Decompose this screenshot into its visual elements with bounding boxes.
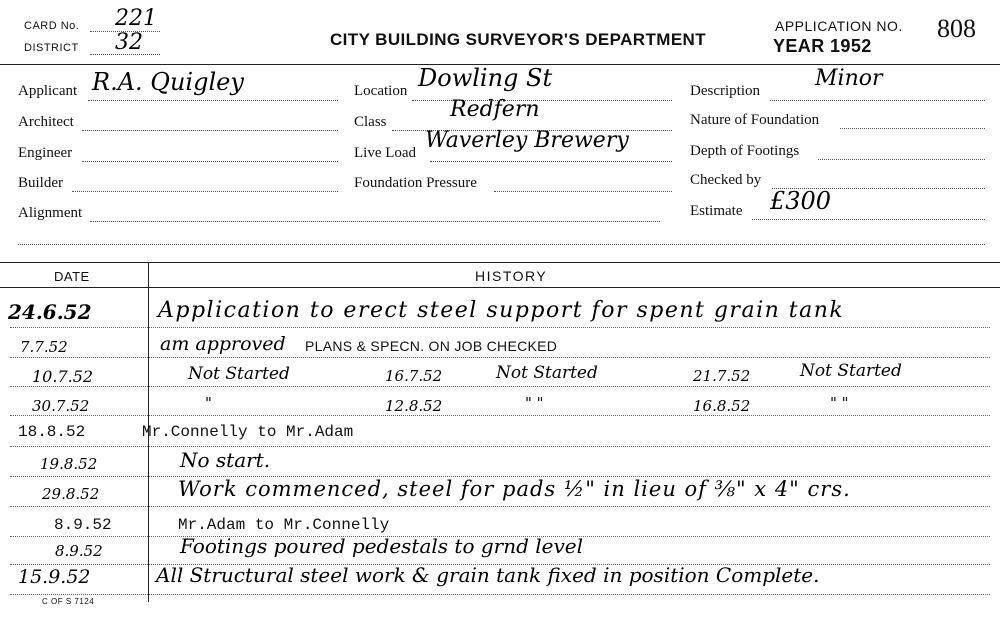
estimate-label: Estimate (690, 203, 743, 219)
class-value: Redfern (450, 97, 540, 122)
card-no-value: 221 (115, 6, 157, 31)
history-entry-3: " " (830, 394, 849, 412)
live-load-label: Live Load (354, 145, 417, 161)
alignment-label: Alignment (18, 205, 83, 221)
form-code: C OF S 7124 (42, 597, 95, 606)
checked-by-label: Checked by (690, 172, 762, 188)
history-date: 15.9.52 (18, 566, 91, 588)
date-header: DATE (54, 269, 90, 284)
description-value: Minor (815, 66, 883, 91)
history-date: 24.6.52 (8, 300, 92, 324)
history-entry: All Structural steel work & grain tank fixed in position Complete. (156, 563, 820, 587)
live-load-value: Waverley Brewery (425, 128, 629, 153)
history-date-2: 16.7.52 (385, 367, 443, 385)
estimate-value: £300 (770, 187, 832, 215)
department-title: CITY BUILDING SURVEYOR'S DEPARTMENT (330, 30, 707, 49)
history-date-2: 12.8.52 (385, 397, 443, 415)
history-entry-2: Not Started (496, 363, 598, 383)
history-entry: Mr.Connelly to Mr.Adam (142, 423, 354, 441)
history-date: 7.7.52 (20, 338, 68, 356)
history-header-rule (0, 287, 1000, 288)
history-date: 29.8.52 (42, 485, 100, 503)
history-entry: Mr.Adam to Mr.Connelly (178, 516, 390, 534)
class-label: Class (354, 114, 387, 130)
history-date-3: 21.7.52 (693, 367, 751, 385)
history-entry: Footings poured pedestals to grnd level (180, 534, 584, 558)
history-date: 19.8.52 (40, 455, 98, 473)
history-date: 30.7.52 (32, 397, 90, 415)
builder-label: Builder (18, 175, 63, 191)
history-date: 10.7.52 (32, 367, 94, 386)
history-date: 18.8.52 (18, 423, 86, 441)
history-entry: No start. (180, 448, 271, 472)
history-entry: Work commenced, steel for pads ½" in lieu of ⅜" x 4" crs. (178, 477, 851, 501)
location-label: Location (354, 83, 408, 99)
history-entry: Not Started (188, 364, 290, 384)
district-label: DISTRICT (24, 42, 79, 54)
application-no-value: 808 (937, 14, 976, 43)
history-date-3: 16.8.52 (693, 397, 751, 415)
engineer-label: Engineer (18, 145, 73, 161)
history-top-rule (0, 262, 1000, 263)
nature-of-foundation-label: Nature of Foundation (690, 112, 820, 128)
history-entry: am approved (160, 333, 286, 355)
architect-label: Architect (18, 114, 74, 130)
district-value: 32 (115, 30, 143, 55)
history-date: 8.9.52 (54, 516, 112, 534)
applicant-label: Applicant (18, 83, 78, 99)
description-label: Description (690, 83, 760, 99)
depth-of-footings-label: Depth of Footings (690, 143, 800, 159)
location-value: Dowling St (418, 64, 553, 92)
history-entry: " (205, 394, 212, 412)
history-entry: Application to erect steel support for spent grain tank (158, 298, 845, 323)
history-entry-3: Not Started (800, 361, 902, 381)
history-entry-2: " " (525, 394, 544, 412)
applicant-value: R.A. Quigley (92, 68, 244, 96)
foundation-pressure-label: Foundation Pressure (354, 175, 477, 191)
application-no-label: APPLICATION NO. (775, 18, 903, 34)
history-date: 8.9.52 (55, 542, 103, 560)
year-label: YEAR 1952 (773, 36, 872, 56)
history-typed-note: PLANS & SPECN. ON JOB CHECKED (305, 338, 558, 354)
card-no-label: CARD No. (24, 20, 80, 32)
history-header: HISTORY (475, 268, 548, 284)
